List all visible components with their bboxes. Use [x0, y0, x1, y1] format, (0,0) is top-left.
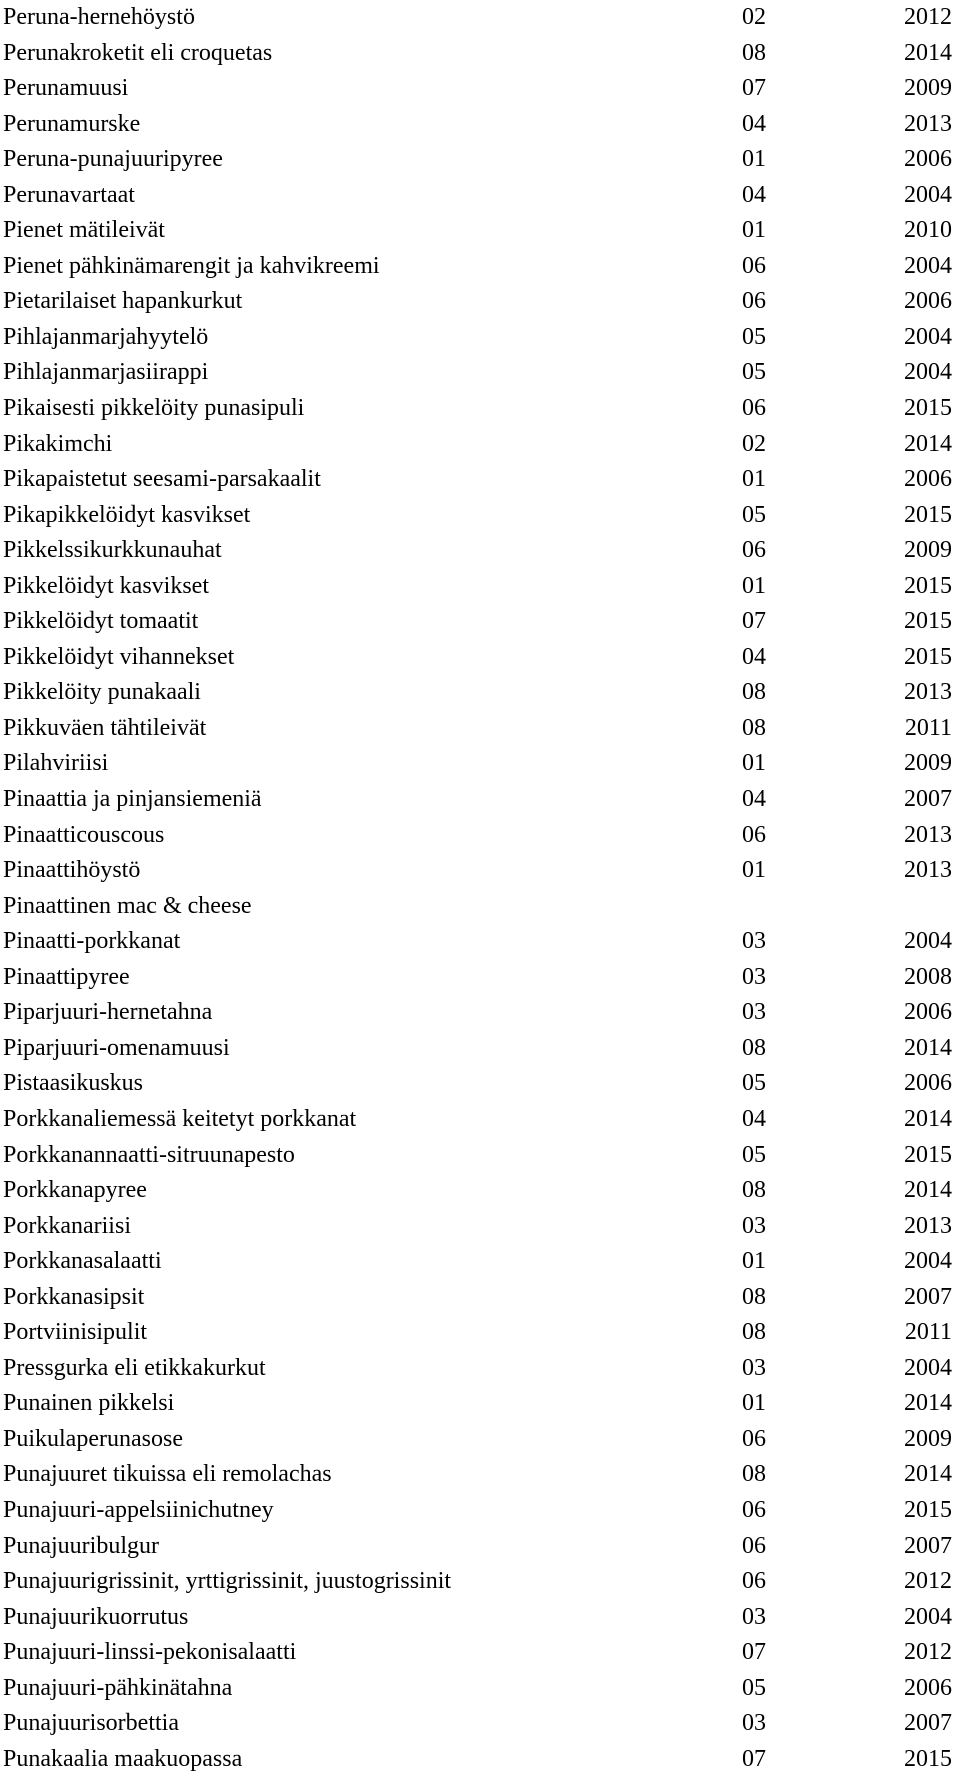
index-row — [0, 604, 960, 640]
issue-number: 08 — [742, 1283, 766, 1310]
index-row — [0, 1315, 960, 1351]
recipe-name: Pinaattipyree — [3, 963, 130, 990]
recipe-name: Pikkelöidyt kasvikset — [3, 572, 209, 599]
issue-number: 03 — [742, 963, 766, 990]
issue-year: 2008 — [904, 963, 952, 990]
recipe-name: Puikulaperunasose — [3, 1425, 183, 1452]
issue-year: 2013 — [904, 110, 952, 137]
issue-year: 2013 — [904, 679, 952, 706]
issue-year: 2007 — [904, 786, 952, 813]
recipe-name: Punainen pikkelsi — [3, 1390, 175, 1417]
index-row — [0, 1529, 960, 1565]
issue-number: 03 — [742, 1212, 766, 1239]
issue-year: 2007 — [904, 1532, 952, 1559]
issue-number: 06 — [742, 395, 766, 422]
index-row — [0, 71, 960, 107]
issue-year: 2015 — [904, 572, 952, 599]
index-row — [0, 818, 960, 854]
issue-year: 2006 — [904, 999, 952, 1026]
index-row — [0, 1457, 960, 1493]
issue-number: 01 — [742, 572, 766, 599]
issue-number: 07 — [742, 1639, 766, 1666]
recipe-name: Peruna-hernehöystö — [3, 4, 195, 30]
issue-number: 01 — [742, 466, 766, 493]
issue-year: 2015 — [904, 1496, 952, 1523]
index-row — [0, 1066, 960, 1102]
index-row — [0, 142, 960, 178]
recipe-name: Pietarilaiset hapankurkut — [3, 288, 243, 315]
issue-year: 2006 — [904, 146, 952, 173]
issue-year: 2013 — [904, 1212, 952, 1239]
issue-year: 2004 — [904, 252, 952, 279]
recipe-name: Pienet mätileivät — [3, 217, 165, 244]
issue-number: 05 — [742, 501, 766, 528]
recipe-name: Perunakroketit eli croquetas — [3, 39, 273, 66]
index-row — [0, 711, 960, 747]
index-row — [0, 569, 960, 605]
issue-number: 01 — [742, 1390, 766, 1417]
issue-year: 2007 — [904, 1283, 952, 1310]
recipe-name: Perunamuusi — [3, 75, 129, 102]
issue-year: 2004 — [904, 323, 952, 350]
issue-year: 2015 — [904, 1745, 952, 1772]
issue-number: 01 — [742, 857, 766, 884]
recipe-name: Porkkanapyree — [3, 1177, 147, 1204]
issue-number: 06 — [742, 1568, 766, 1595]
index-row — [0, 1031, 960, 1067]
issue-number: 05 — [742, 1141, 766, 1168]
recipe-name: Pikkelssikurkkunauhat — [3, 537, 222, 564]
recipe-name: Pinaattinen mac & cheese — [3, 892, 252, 919]
issue-number: 08 — [742, 714, 766, 741]
issue-number: 03 — [742, 1603, 766, 1630]
issue-number: 06 — [742, 537, 766, 564]
index-row — [0, 1209, 960, 1245]
recipe-name: Pistaasikuskus — [3, 1070, 144, 1097]
recipe-name: Pinaattia ja pinjansiemeniä — [3, 786, 262, 813]
issue-number: 06 — [742, 1532, 766, 1559]
recipe-name: Pihlajanmarjahyytelö — [3, 323, 209, 350]
issue-number: 01 — [742, 1248, 766, 1275]
issue-year: 2004 — [904, 1248, 952, 1275]
recipe-name: Pikapikkelöidyt kasvikset — [3, 501, 251, 528]
index-row — [0, 1600, 960, 1636]
index-row — [0, 995, 960, 1031]
issue-year: 2014 — [904, 430, 952, 457]
issue-number: 08 — [742, 679, 766, 706]
issue-year: 2013 — [904, 821, 952, 848]
issue-number: 03 — [742, 999, 766, 1026]
index-row — [0, 1351, 960, 1387]
index-row — [0, 213, 960, 249]
issue-year: 2004 — [904, 359, 952, 386]
index-row — [0, 249, 960, 285]
issue-year: 2004 — [904, 181, 952, 208]
issue-year: 2007 — [904, 1710, 952, 1737]
recipe-name: Punajuurisorbettia — [3, 1710, 179, 1737]
recipe-name: Punajuuret tikuissa eli remolachas — [3, 1461, 332, 1488]
recipe-name: Portviinisipulit — [3, 1319, 148, 1346]
recipe-name: Pihlajanmarjasiirappi — [3, 359, 209, 386]
recipe-name: Pinaatti-porkkanat — [3, 928, 181, 955]
recipe-name: Pikkelöidyt tomaatit — [3, 608, 199, 635]
recipe-name: Pinaattihöystö — [3, 857, 141, 884]
issue-year: 2009 — [904, 75, 952, 102]
issue-number: 07 — [742, 75, 766, 102]
recipe-name: Pikkelöity punakaali — [3, 679, 201, 706]
issue-number: 06 — [742, 288, 766, 315]
index-row — [0, 391, 960, 427]
issue-year: 2009 — [904, 750, 952, 777]
issue-year: 2015 — [904, 501, 952, 528]
issue-year: 2004 — [904, 1603, 952, 1630]
index-row — [0, 960, 960, 996]
issue-number: 02 — [742, 430, 766, 457]
issue-number: 03 — [742, 928, 766, 955]
issue-year: 2009 — [904, 537, 952, 564]
recipe-name: Peruna-punajuuripyree — [3, 146, 223, 173]
recipe-name: Punajuurikuorrutus — [3, 1603, 189, 1630]
index-row — [0, 498, 960, 534]
recipe-name: Pinaatticouscous — [3, 821, 165, 848]
issue-year: 2014 — [904, 39, 952, 66]
index-row — [0, 1244, 960, 1280]
issue-number: 08 — [742, 1034, 766, 1061]
recipe-name: Pikakimchi — [3, 430, 113, 457]
index-row — [0, 1635, 960, 1671]
issue-year: 2012 — [904, 1568, 952, 1595]
issue-year: 2006 — [904, 1070, 952, 1097]
issue-year: 2015 — [904, 643, 952, 670]
index-row — [0, 320, 960, 356]
issue-year: 2004 — [904, 928, 952, 955]
recipe-name: Pressgurka eli etikkakurkut — [3, 1354, 266, 1381]
index-row — [0, 1422, 960, 1458]
recipe-name: Pikkuväen tähtileivät — [3, 714, 207, 741]
recipe-name: Piparjuuri-hernetahna — [3, 999, 213, 1026]
issue-number: 06 — [742, 1425, 766, 1452]
issue-year: 2006 — [904, 288, 952, 315]
issue-year: 2006 — [904, 1674, 952, 1701]
index-row — [0, 853, 960, 889]
issue-number: 06 — [742, 252, 766, 279]
issue-number: 05 — [742, 1674, 766, 1701]
index-row — [0, 889, 960, 925]
issue-number: 03 — [742, 1354, 766, 1381]
index-row — [0, 533, 960, 569]
index-row — [0, 178, 960, 214]
issue-number: 05 — [742, 323, 766, 350]
issue-year: 2014 — [904, 1034, 952, 1061]
index-row — [0, 1386, 960, 1422]
index-row — [0, 746, 960, 782]
issue-number: 04 — [742, 1105, 766, 1132]
issue-year: 2011 — [904, 714, 952, 741]
index-row — [0, 0, 960, 36]
recipe-name: Pienet pähkinämarengit ja kahvikreemi — [3, 252, 380, 279]
issue-number: 01 — [742, 146, 766, 173]
recipe-name: Porkkanariisi — [3, 1212, 131, 1239]
recipe-name: Porkkanannaatti-sitruunapesto — [3, 1141, 295, 1168]
index-row — [0, 1138, 960, 1174]
issue-number: 02 — [742, 4, 766, 30]
issue-number: 05 — [742, 359, 766, 386]
issue-number: 08 — [742, 1461, 766, 1488]
index-row — [0, 36, 960, 72]
issue-year: 2014 — [904, 1390, 952, 1417]
recipe-name: Porkkanasalaatti — [3, 1248, 162, 1275]
recipe-name: Porkkanasipsit — [3, 1283, 145, 1310]
issue-year: 2010 — [904, 217, 952, 244]
issue-number: 08 — [742, 1177, 766, 1204]
issue-number: 01 — [742, 217, 766, 244]
issue-number: 06 — [742, 821, 766, 848]
recipe-name: Punajuurigrissinit, yrttigrissinit, juustogrissinit — [3, 1568, 452, 1595]
index-row — [0, 107, 960, 143]
issue-year: 2004 — [904, 1354, 952, 1381]
issue-year: 2014 — [904, 1105, 952, 1132]
index-row — [0, 640, 960, 676]
index-row — [0, 675, 960, 711]
recipe-name: Pikaisesti pikkelöity punasipuli — [3, 395, 305, 422]
index-row — [0, 924, 960, 960]
recipe-name: Pilahviriisi — [3, 750, 109, 777]
index-row — [0, 1671, 960, 1707]
issue-year: 2011 — [904, 1319, 952, 1346]
issue-year: 2014 — [904, 1461, 952, 1488]
recipe-name: Punakaalia maakuopassa — [3, 1745, 243, 1772]
index-row — [0, 462, 960, 498]
recipe-name: Punajuuribulgur — [3, 1532, 159, 1559]
recipe-name: Punajuuri-pähkinätahna — [3, 1674, 233, 1701]
issue-year: 2009 — [904, 1425, 952, 1452]
index-row — [0, 1173, 960, 1209]
index-row — [0, 284, 960, 320]
issue-number: 04 — [742, 643, 766, 670]
recipe-name: Punajuuri-linssi-pekonisalaatti — [3, 1639, 297, 1666]
issue-number: 08 — [742, 39, 766, 66]
index-row — [0, 1280, 960, 1316]
issue-number: 06 — [742, 1496, 766, 1523]
issue-number: 07 — [742, 1745, 766, 1772]
issue-number: 01 — [742, 750, 766, 777]
recipe-name: Perunamurske — [3, 110, 141, 137]
recipe-name: Punajuuri-appelsiinichutney — [3, 1496, 274, 1523]
index-row — [0, 1742, 960, 1778]
index-row — [0, 1102, 960, 1138]
index-row — [0, 782, 960, 818]
index-row — [0, 1706, 960, 1742]
issue-year: 2012 — [904, 1639, 952, 1666]
recipe-name: Pikapaistetut seesami-parsakaalit — [3, 466, 321, 493]
index-row — [0, 355, 960, 391]
issue-year: 2006 — [904, 466, 952, 493]
index-row — [0, 427, 960, 463]
index-row — [0, 1564, 960, 1600]
issue-year: 2012 — [904, 4, 952, 30]
issue-year: 2013 — [904, 857, 952, 884]
recipe-name: Porkkanaliemessä keitetyt porkkanat — [3, 1105, 357, 1132]
issue-number: 04 — [742, 110, 766, 137]
issue-number: 07 — [742, 608, 766, 635]
issue-year: 2014 — [904, 1177, 952, 1204]
issue-number: 04 — [742, 786, 766, 813]
recipe-name: Perunavartaat — [3, 181, 135, 208]
issue-number: 03 — [742, 1710, 766, 1737]
issue-year: 2015 — [904, 608, 952, 635]
index-row — [0, 1493, 960, 1529]
issue-number: 08 — [742, 1319, 766, 1346]
recipe-name: Piparjuuri-omenamuusi — [3, 1034, 230, 1061]
recipe-name: Pikkelöidyt vihannekset — [3, 643, 235, 670]
issue-number: 04 — [742, 181, 766, 208]
issue-number: 05 — [742, 1070, 766, 1097]
issue-year: 2015 — [904, 1141, 952, 1168]
issue-year: 2015 — [904, 395, 952, 422]
